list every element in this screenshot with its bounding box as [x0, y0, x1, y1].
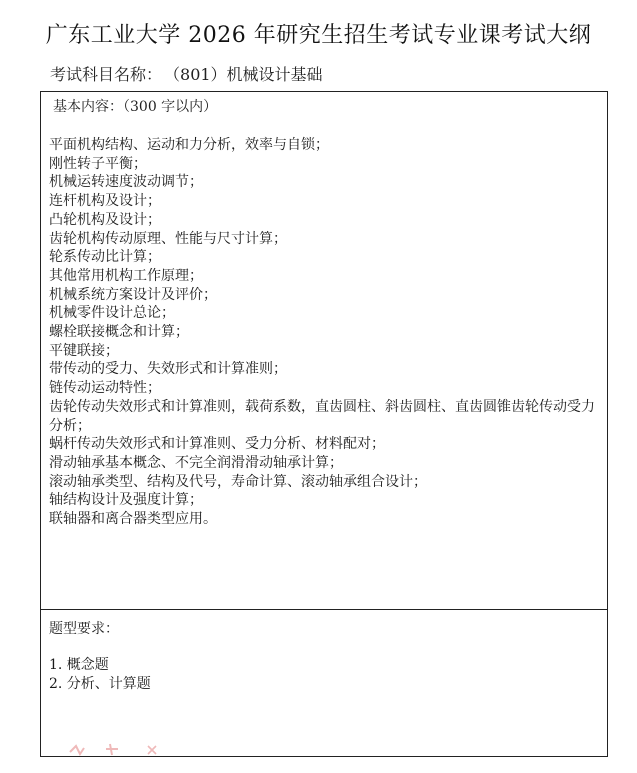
- subject-line: [50, 62, 323, 85]
- content-item: 刚性转子平衡；: [49, 155, 147, 172]
- content-item: 齿轮机构传动原理、性能与尺寸计算；: [49, 230, 287, 247]
- content-item: 滚动轴承类型、结构及代号，寿命计算、滚动轴承组合设计；: [49, 473, 427, 490]
- content-item: 链传动运动特性；: [49, 380, 161, 397]
- content-item: 机械系统方案设计及评价；: [49, 286, 217, 303]
- outline-table: [40, 91, 608, 757]
- content-list: [49, 136, 605, 529]
- content-section-header: 基本内容：（300 字以内）: [53, 99, 218, 115]
- content-section: [41, 92, 607, 610]
- page-title: 广东工业大学 2026 年研究生招生考试专业课考试大纲: [45, 23, 592, 48]
- content-item: 机械运转速度波动调节；: [49, 174, 203, 191]
- content-item: 滑动轴承基本概念、不完全润滑滑动轴承计算；: [49, 454, 343, 471]
- content-item: 螺栓联接概念和计算；: [49, 324, 189, 341]
- content-item: 轴结构设计及强度计算；: [49, 492, 203, 509]
- content-item: 蜗杆传动失效形式和计算准则、受力分析、材料配对；: [49, 436, 385, 453]
- content-item: 平面机构结构、运动和力分析，效率与自锁；: [49, 137, 329, 153]
- types-section-header: 题型要求：: [49, 621, 119, 637]
- content-item: 凸轮机构及设计；: [49, 211, 161, 228]
- types-list: [49, 656, 151, 694]
- subject-label: 考试科目名称：: [50, 65, 163, 84]
- content-item: 轮系传动比计算；: [49, 249, 161, 266]
- content-item: 机械零件设计总论；: [49, 305, 175, 322]
- types-section: [41, 610, 607, 756]
- content-item: 其他常用机构工作原理；: [49, 267, 203, 284]
- content-item: 带传动的受力、失效形式和计算准则；: [49, 361, 287, 378]
- subject-value: （801）机械设计基础: [172, 65, 323, 84]
- content-item: 联轴器和离合器类型应用。: [49, 511, 217, 528]
- content-item: 齿轮传动失效形式和计算准则，载荷系数，直齿圆柱、斜齿圆柱、直齿圆锥齿轮传动受力分析；: [49, 398, 595, 434]
- content-item: 连杆机构及设计；: [49, 193, 161, 210]
- content-item: 平键联接；: [49, 342, 119, 359]
- type-item: 2. 分析、计算题: [49, 676, 151, 692]
- stamp-remnant: [66, 740, 176, 758]
- type-item: 1. 概念题: [49, 657, 109, 673]
